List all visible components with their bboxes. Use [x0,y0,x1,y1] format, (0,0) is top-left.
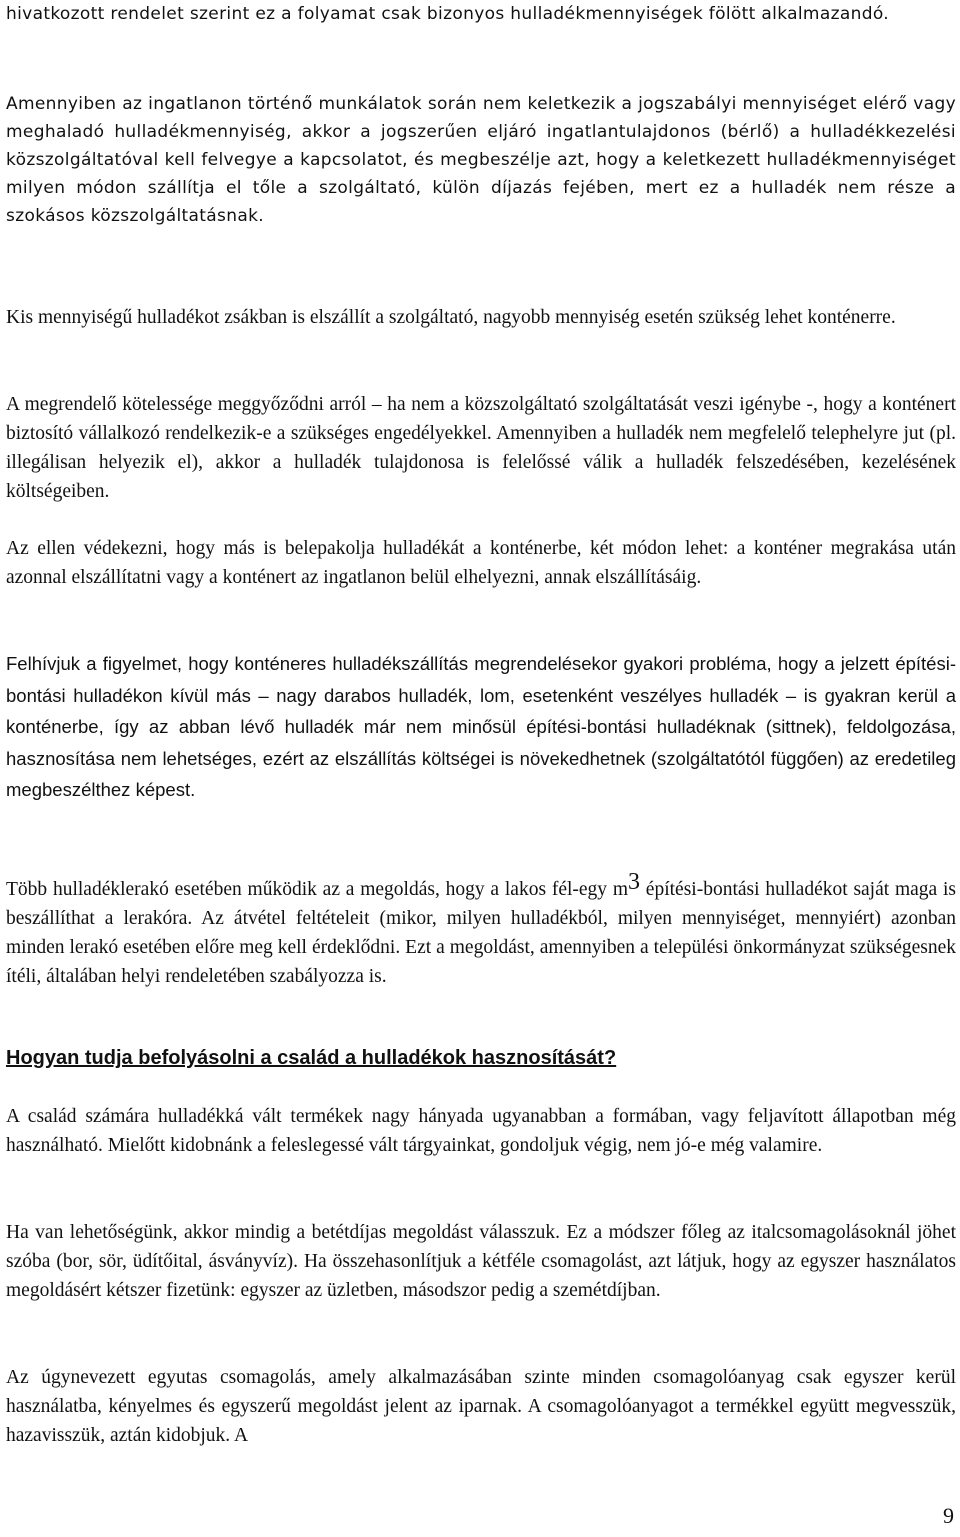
paragraph-7 [6,868,956,991]
paragraph-9: Ha van lehetőségünk, akkor mindig a betétdíjas megoldást válasszuk. Ez a módszer főleg az italcsomagolásoknál jöhet szóba (bor, sör, üdítőital, ásványvíz). Ha összehasonlítjuk a kétféle csomagolást, azt látjuk, hogy az egyszer használatos megoldásért kétszer fizetünk: egyszer az üzletben, másodszor pedig a szemétdíjban. [6,1222,956,1301]
paragraph-3: Kis mennyiségű hulladékot zsákban is elszállít a szolgáltató, nagyobb mennyiség esetén szükség lehet konténerre. [6,307,896,328]
paragraph-1: hivatkozott rendelet szerint ez a folyamat csak bizonyos hulladékmennyiségek fölött alkalmazandó. [6,4,890,24]
paragraph-8: A család számára hulladékká vált termékek nagy hányada ugyanabban a formában, vagy feljavított állapotban még használható. Mielőtt kidobnánk a feleslegessé vált tárgyainkat, gondoljuk végig, nem jó-e még valamire. [6,1106,956,1156]
page-number: 9 [943,1503,954,1528]
cubic-superscript: 3 [628,869,641,895]
paragraph-4: A megrendelő kötelessége meggyőződni arról – ha nem a közszolgáltató szolgáltatását veszi igénybe -, hogy a konténert biztosító vállalkozó rendelkezik-e a szükséges engedélyekkel. Amennyiben a hulladék nem megfelelő telephelyre jut (pl. illegálisan helyezik el), akkor a hulladék tulajdonosa is felelőssé válik a hulladék felszedésében, kezelésének költségeiben. [6,394,956,502]
paragraph-6: Felhívjuk a figyelmet, hogy konténeres hulladékszállítás megrendelésekor gyakori probléma, hogy a jelzett építési-bontási hulladékon kívül más – nagy darabos hulladék, lom, esetenként veszélyes hulladék – is gyakran kerül a konténerbe, így az abban lévő hulladék már nem minősül építési-bontási hulladéknak (sittnek), feldolgozása, hasznosítása nem lehetséges, ezért az elszállítás költségei is növekedhetnek (szolgáltatótól függően) az eredetileg megbeszélthez képest. [6,653,956,800]
paragraph-7-start: Több hulladéklerakó esetében működik az a megoldás, hogy a lakos fél-egy m [6,879,629,900]
section-heading: Hogyan tudja befolyásolni a család a hulladékok hasznosítását? [6,1047,617,1069]
paragraph-5: Az ellen védekezni, hogy más is belepakolja hulladékát a konténerbe, két módon lehet: a konténer megrakása után azonnal elszállítatni vagy a konténert az ingatlanon belül elhelyezni, annak elszállításáig. [6,538,956,588]
paragraph-2: Amennyiben az ingatlanon történő munkálatok során nem keletkezik a jogszabályi mennyiséget elérő vagy meghaladó hulladékmennyiség, akkor a jogszerűen eljáró ingatlantulajdonos (bérlő) a hulladékkezelési közszolgáltatóval kell felvegye a kapcsolatot, és megbeszélje azt, hogy a keletkezett hulladékmennyiséget milyen módon szállítja el tőle a szolgáltató, külön díjazás fejében, mert ez a hulladék nem része a szokásos közszolgáltatásnak. [6,94,956,226]
paragraph-7-end: építési-bontási hulladékot saját maga is beszállíthat a lerakóra. Az átvétel feltételeit (mikor, milyen hulladékból, milyen mennyiséget, mennyiért) azonban minden lerakó esetében előre meg kell érdeklődni. Ezt a megoldást, amennyiben a települési önkormányzat szükségesnek ítéli, általában helyi rendeletében szabályozza is. [6,879,956,987]
paragraph-10: Az úgynevezett egyutas csomagolás, amely alkalmazásában szinte minden csomagolóanyag csak egyszer kerül használatba, kényelmes és egyszerű megoldást jelent az iparnak. A csomagolóanyagot a termékkel együtt megvesszük, hazavisszük, aztán kidobjuk. A [6,1367,956,1446]
